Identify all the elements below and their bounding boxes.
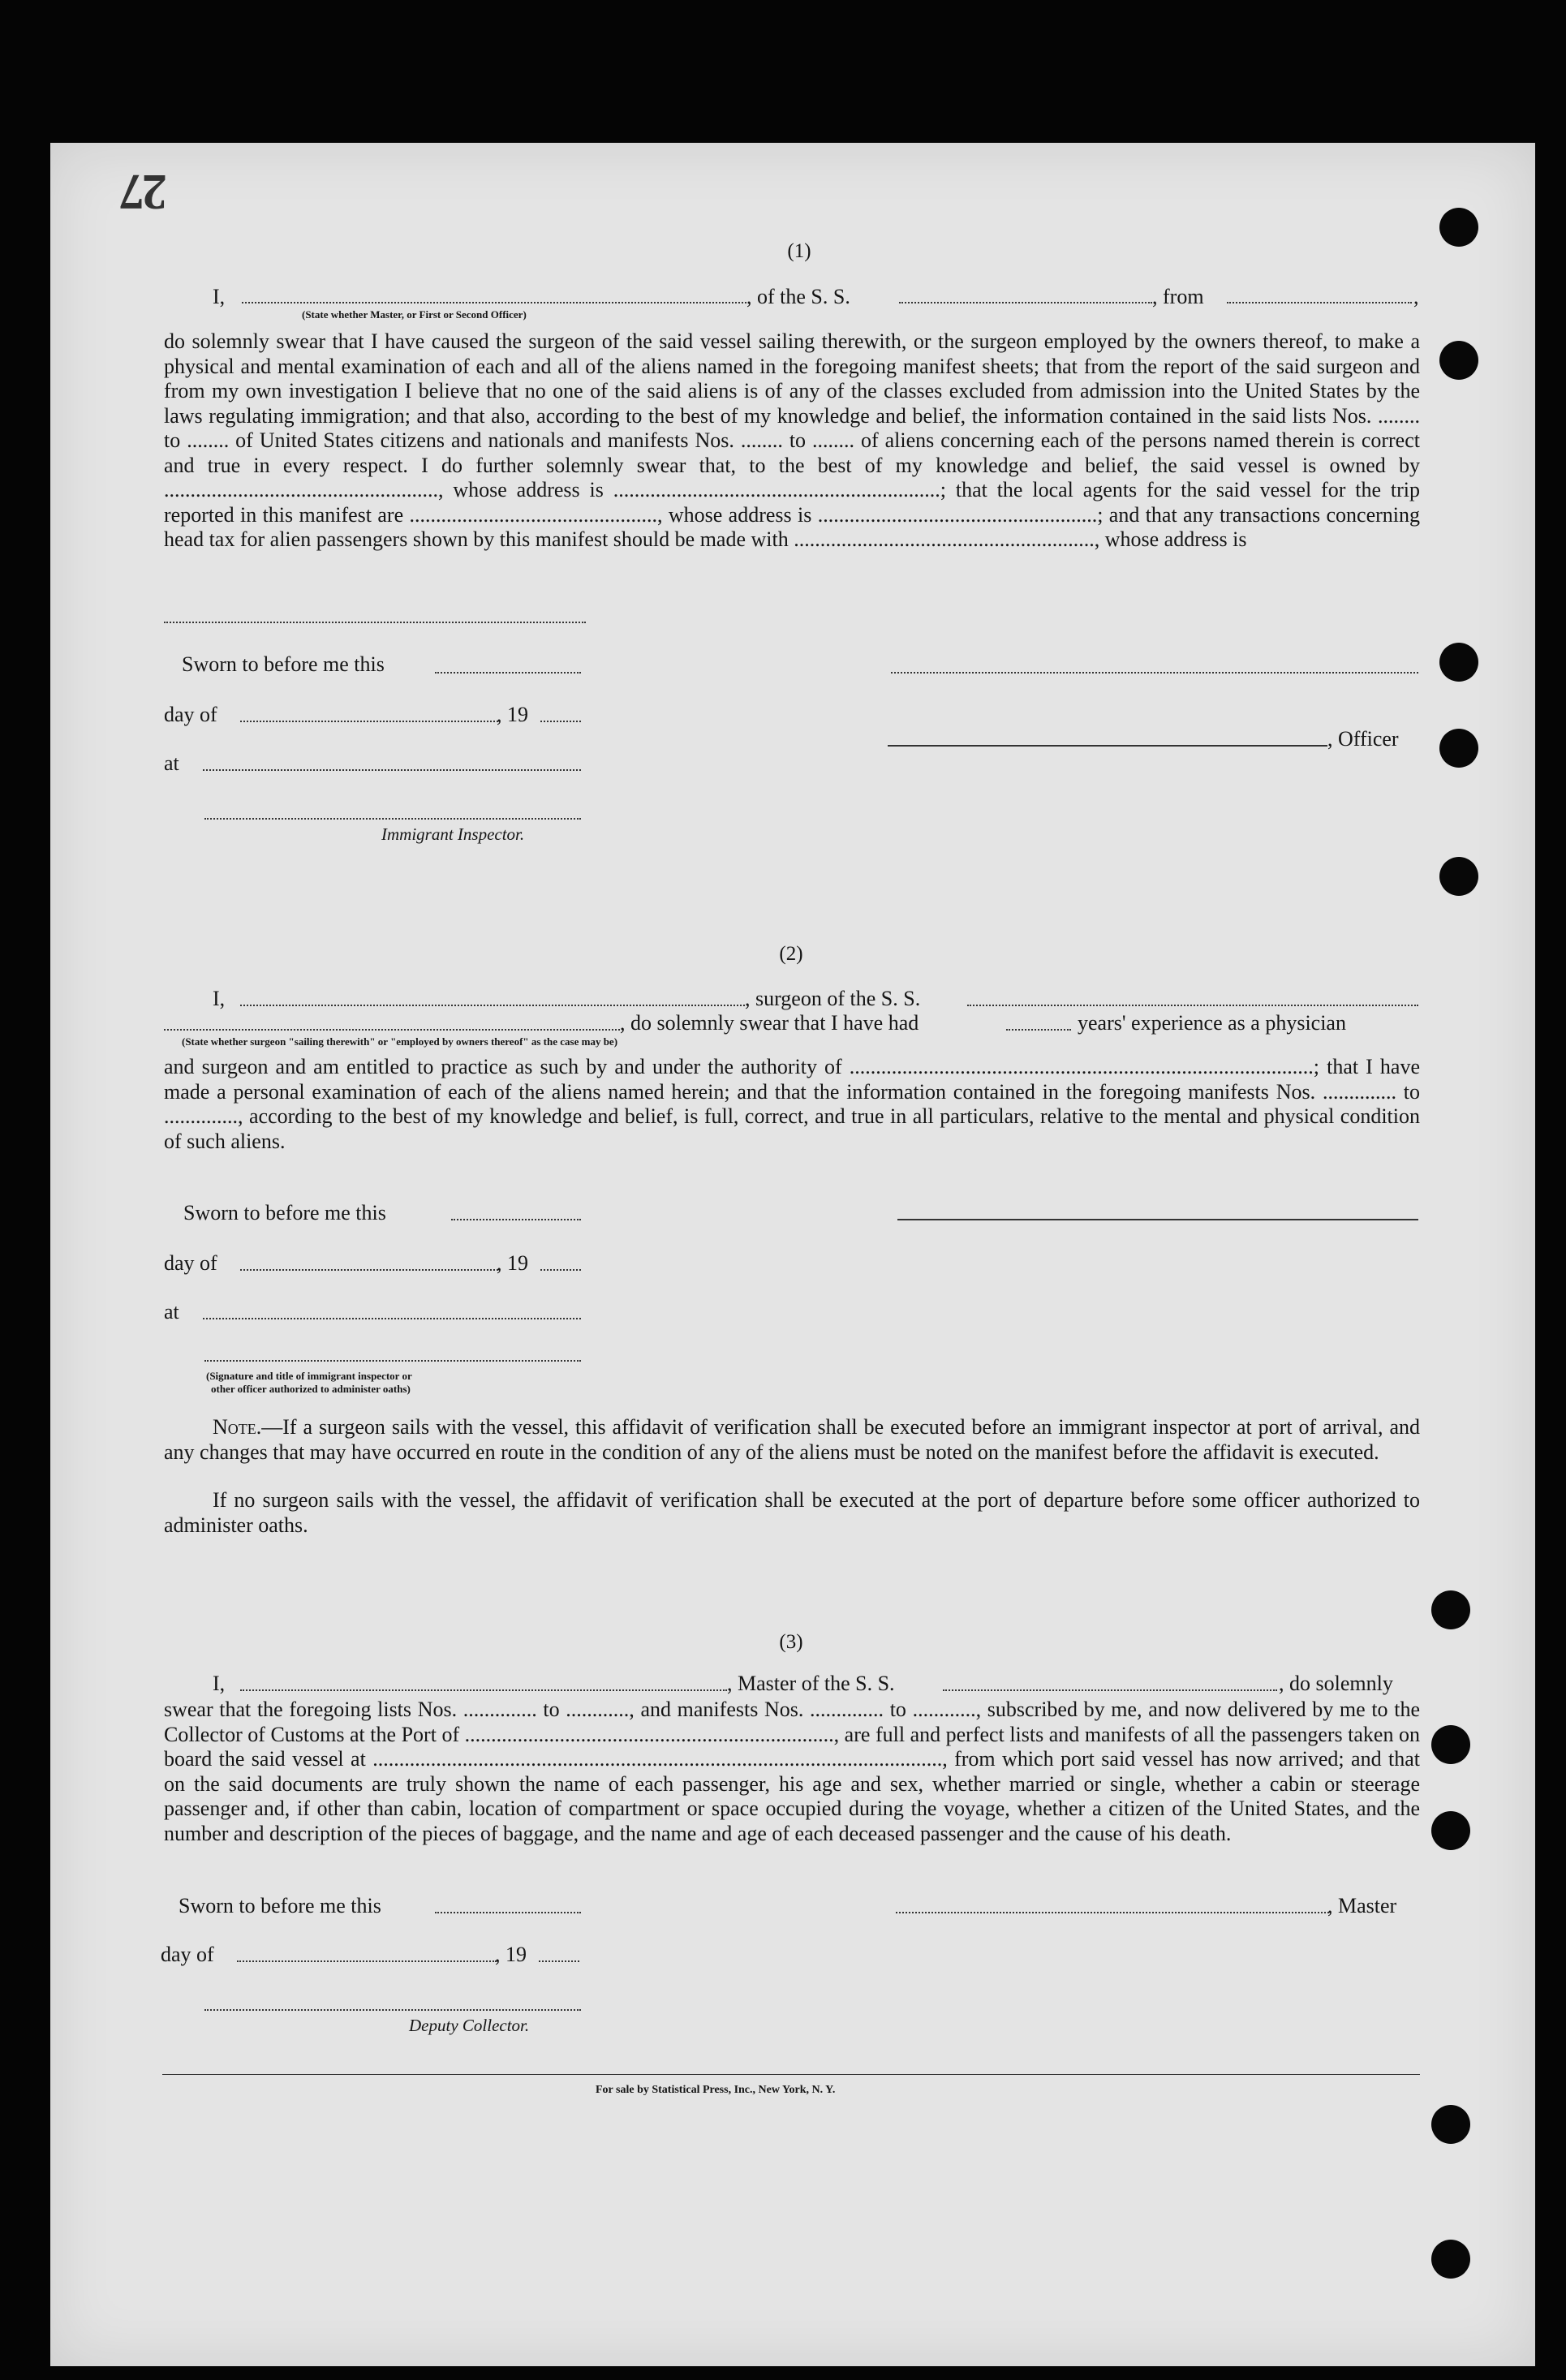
s3-year-field[interactable]: [539, 1960, 579, 1962]
binder-hole: [1439, 729, 1478, 768]
s2-line-surgeon: , surgeon of the S. S.: [745, 987, 921, 1010]
footer-rule: [162, 2074, 1420, 2075]
s1-sworn-field[interactable]: [435, 672, 581, 674]
s1-sworn: Sworn to before me this: [182, 652, 385, 676]
s1-paragraph: do solemnly swear that I have caused the surgeon of the said vessel sailing therewith, or the surgeon employed by the owners thereof, to make a physical and mental examination of each and all of the aliens named in the foregoing manifest sheets; that from the report of the said surgeon and from my own investigation I believe that no one of the said aliens is of any of the classes excluded from admission into the United States by the laws regulating immigration; and that also, according to the best of my knowledge and belief, the information contained in the said lists Nos. ........ to ........ of United States citizens and nationals and manifests Nos. ........ to ........ of aliens concerning each of the persons named therein is correct and true in every respect. I do further solemnly swear that, to the best of my knowledge and belief, the said vessel is owned by ...................................................., whose address is ..............................................................; that the local agents for the said vessel for the trip reported in this manifest are ..............................................., whose address is .....................................................; and that any transactions concerning head tax for alien passengers shown by this manifest should be made with ........................................................., whose address is: [164, 329, 1420, 551]
s1-officer-line[interactable]: [888, 745, 1327, 747]
s2-officer-field[interactable]: [204, 1360, 581, 1362]
s3-day-field[interactable]: [237, 1960, 497, 1962]
s3-name-field[interactable]: [240, 1689, 727, 1691]
s1-inspector-caption: Immigrant Inspector.: [381, 824, 525, 844]
s1-line-ss: , of the S. S.: [746, 285, 850, 308]
s2-note-2: If no surgeon sails with the vessel, the affidavit of verification shall be executed at the port of departure before some officer authorized to administer oaths.: [164, 1488, 1420, 1537]
s2-at-field[interactable]: [203, 1318, 581, 1319]
binder-hole: [1439, 208, 1478, 247]
s2-sworn-field[interactable]: [451, 1219, 581, 1220]
s1-day-of: day of: [164, 703, 217, 726]
s2-signature-note-1: (Signature and title of immigrant inspector or: [206, 1370, 412, 1382]
s3-sworn-field[interactable]: [435, 1912, 581, 1913]
s1-year-field[interactable]: [540, 721, 581, 722]
s2-signature-note-2: other officer authorized to administer oaths): [211, 1383, 411, 1395]
s1-line-i: I,: [213, 285, 226, 308]
s3-collector-field[interactable]: [204, 2009, 581, 2011]
s1-from-field[interactable]: [1227, 302, 1412, 303]
s3-paragraph: swear that the foregoing lists Nos. .............. to ............, and manifests Nos. .............. to ............, subscribed by me, and now delivered by me to the Collector of Customs at the Port of ......................................................................, are full and perfect lists and manifests of all the passengers taken on board the said vessel at ............................................................................................................, from which port said vessel has now arrived; and that on the said documents are truly shown the name of each passenger, his age and sex, whether married or single, whether a cabin or steerage passenger and, if other than cabin, location of compartment or space occupied during the voyage, whether a citizen of the United States, and the number and description of the pieces of baggage, and the name and age of each deceased passenger and the cause of his death.: [164, 1698, 1420, 1845]
section-3-number: (3): [779, 1631, 803, 1653]
s2-paragraph: and surgeon and am entitled to practice as such by and under the authority of ........................................................................................; that I have made a personal examination of each of the aliens named herein; and that the information contained in the foregoing manifests Nos. .............. to .............., according to the best of my knowledge and belief, is full, correct, and true in all particulars, relative to the mental and physical condition of such aliens.: [164, 1055, 1420, 1153]
binder-hole: [1439, 643, 1478, 682]
s2-note: [164, 1415, 1420, 1465]
s3-vessel-field[interactable]: [943, 1689, 1277, 1691]
binder-hole: [1431, 1811, 1470, 1850]
s2-note-text: —If a surgeon sails with the vessel, this affidavit of verification shall be executed before an immigrant inspector at port of arrival, and any changes that may have occurred en route in the condition of any of the aliens must be noted on the manifest before the affidavit is executed.: [164, 1415, 1420, 1464]
binder-hole: [1431, 2105, 1470, 2144]
s2-day-field[interactable]: [240, 1269, 498, 1271]
s3-line-end: , do solemnly: [1279, 1672, 1393, 1695]
s3-day-of: day of: [161, 1943, 214, 1966]
s2-nineteen: , 19: [497, 1251, 528, 1275]
s2-vessel-field[interactable]: [967, 1005, 1418, 1006]
s2-at: at: [164, 1300, 179, 1323]
binder-hole: [1439, 857, 1478, 896]
s1-at: at: [164, 751, 179, 775]
s2-note-label: Note.: [213, 1415, 262, 1439]
s1-officer: , Officer: [1327, 727, 1399, 751]
s2-years-field[interactable]: [1006, 1029, 1071, 1031]
s1-address-field[interactable]: [164, 622, 586, 623]
s2-name-field[interactable]: [240, 1005, 745, 1006]
s2-signature-line[interactable]: [897, 1219, 1418, 1220]
s1-nineteen: , 19: [497, 703, 528, 726]
s2-line-swear: , do solemnly swear that I have had: [620, 1011, 919, 1035]
s1-officer-note: (State whether Master, or First or Second Officer): [302, 308, 527, 321]
s1-name-field[interactable]: [242, 302, 746, 303]
stamp-number: 27: [122, 164, 167, 219]
s2-line-years: years' experience as a physician: [1078, 1011, 1346, 1035]
s2-sworn: Sworn to before me this: [183, 1201, 386, 1224]
s2-line-i: I,: [213, 987, 226, 1010]
section-1-number: (1): [787, 240, 811, 262]
s1-line-end: ,: [1413, 285, 1419, 308]
s3-collector-caption: Deputy Collector.: [409, 2016, 530, 2035]
s1-signature-field[interactable]: [891, 672, 1418, 674]
s2-day-of: day of: [164, 1251, 217, 1275]
s3-sworn: Sworn to before me this: [179, 1894, 381, 1917]
s1-inspector-field[interactable]: [204, 818, 581, 820]
s3-nineteen: , 19: [495, 1943, 527, 1966]
binder-hole: [1431, 2240, 1470, 2279]
s3-line-master: , Master of the S. S.: [727, 1672, 895, 1695]
s3-master-field[interactable]: [896, 1912, 1329, 1913]
s3-master: , Master: [1327, 1894, 1397, 1917]
binder-hole: [1431, 1590, 1470, 1629]
binder-hole: [1439, 341, 1478, 380]
s1-line-from: , from: [1152, 285, 1204, 308]
s1-vessel-field[interactable]: [899, 302, 1152, 303]
s2-year-field[interactable]: [540, 1269, 581, 1271]
s1-day-field[interactable]: [240, 721, 498, 722]
binder-hole: [1431, 1725, 1470, 1764]
s2-surgeon-note: (State whether surgeon "sailing therewith" or "employed by owners thereof" as the case may be): [182, 1035, 618, 1048]
s1-at-field[interactable]: [203, 769, 581, 771]
footer-imprint: For sale by Statistical Press, Inc., New York, N. Y.: [596, 2084, 836, 2096]
s3-line-i: I,: [213, 1672, 226, 1695]
s2-surgeon-type-field[interactable]: [164, 1029, 620, 1031]
section-2-number: (2): [779, 943, 803, 965]
